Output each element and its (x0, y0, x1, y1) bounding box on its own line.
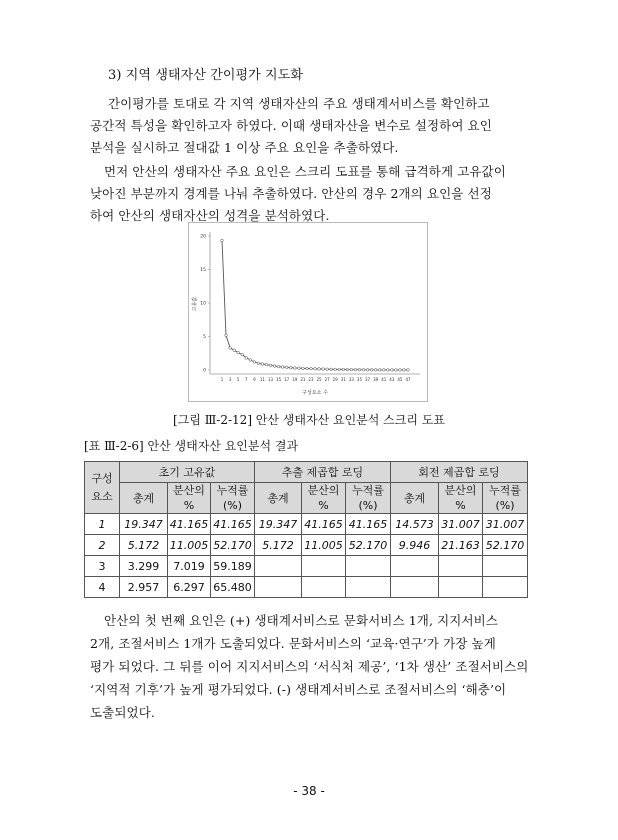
data-point (249, 359, 252, 362)
x-tick-label: 47 (405, 377, 411, 382)
plot-frame (189, 223, 428, 402)
table-cell: 41.165 (302, 514, 346, 535)
data-point (310, 367, 313, 370)
x-tick-label: 1 (220, 377, 224, 382)
table-cell (439, 577, 483, 598)
table-cell: 6.297 (168, 577, 211, 598)
subheader-variance-text: 분산의 (173, 484, 205, 497)
data-point (277, 365, 280, 368)
table-cell (483, 577, 528, 598)
data-point (289, 366, 292, 369)
table-row (85, 514, 528, 535)
data-point (338, 368, 341, 371)
x-tick-label: 3 (228, 377, 232, 382)
data-point (403, 369, 406, 372)
subheader-cumulative (346, 483, 391, 514)
data-point (378, 369, 381, 372)
y-tick-label: 10 (200, 301, 206, 307)
table-body (85, 514, 528, 598)
table-cell: 11.005 (302, 535, 346, 556)
results-table (84, 461, 528, 598)
data-point (302, 367, 305, 370)
scree-plot (188, 222, 428, 402)
table-cell: 19.347 (255, 514, 302, 535)
component-number: 2 (85, 535, 120, 556)
data-point (245, 357, 248, 360)
subheader-cumulative (211, 483, 255, 514)
data-point (342, 368, 345, 371)
table-cell: 31.007 (483, 514, 528, 535)
subheader-total-text: 총계 (132, 491, 155, 505)
paragraph-2-line: 낮아진 부분까지 경계를 나눠 추출하였다. 안산의 경우 2개의 요인을 선정 (90, 186, 492, 201)
data-point (221, 239, 224, 242)
x-tick-label: 25 (316, 377, 322, 382)
subheader-total (120, 483, 168, 514)
x-tick-label: 9 (253, 377, 256, 382)
table-cell: 3.299 (120, 556, 168, 577)
table-cell: 41.165 (168, 514, 211, 535)
data-point (330, 368, 333, 371)
y-tick-label: 15 (200, 268, 206, 273)
corner-top: 구성 (91, 471, 113, 485)
table-cell (391, 577, 439, 598)
data-point (391, 369, 394, 372)
x-tick-label: 41 (381, 377, 387, 382)
x-tick-label: 43 (389, 377, 395, 382)
x-tick-label: 17 (284, 377, 290, 382)
data-point (354, 368, 357, 371)
x-tick-label: 37 (365, 377, 371, 382)
table-cell (346, 556, 391, 577)
table-cell (391, 556, 439, 577)
data-point (241, 353, 244, 356)
data-point (370, 368, 373, 371)
subheader-cumulative-text: 누적률 (489, 484, 521, 497)
corner-bottom: 요소 (91, 489, 113, 503)
table-cell: 7.019 (168, 556, 211, 577)
subheader-variance-text: 분산의 (444, 484, 477, 497)
data-point (225, 334, 228, 337)
component-number: 4 (85, 577, 120, 598)
data-point (346, 368, 349, 371)
subheader-variance (168, 483, 211, 514)
table-cell: 65.480 (211, 577, 255, 598)
data-point (322, 368, 325, 371)
data-point (257, 362, 260, 365)
table-cell (483, 556, 528, 577)
table-cell: 9.946 (391, 535, 439, 556)
data-point (233, 349, 236, 352)
paragraph-1-line: 간이평가를 토대로 각 지역 생태자산의 주요 생태계서비스를 확인하고 (108, 96, 490, 111)
component-number: 3 (85, 556, 120, 577)
table-cell: 11.005 (168, 535, 211, 556)
page-number: - 38 - (293, 784, 325, 798)
x-tick-label: 29 (332, 377, 338, 382)
data-point (350, 368, 353, 371)
data-point (362, 368, 365, 371)
paragraph-3-line: 2개, 조절서비스 1개가 도출되었다. 문화서비스의 ‘교육·연구’가 가장 높게 (90, 636, 496, 651)
data-point (306, 367, 309, 370)
paragraph-3-line: ‘지역적 기후’가 높게 평가되었다. (-) 생태계서비스로 조절서비스의 ‘해충’이 (90, 682, 507, 697)
x-tick-label: 35 (356, 377, 363, 382)
subheader-total (255, 483, 302, 514)
data-point (386, 369, 389, 372)
x-tick-label: 7 (244, 377, 248, 382)
data-point (314, 367, 317, 370)
data-point (237, 351, 240, 354)
paragraph-3-line: 도출되었다. (90, 705, 155, 720)
table-row (85, 577, 528, 598)
subheader-variance-text: % (183, 499, 195, 512)
data-point (253, 361, 256, 364)
data-point (285, 366, 288, 369)
corner-header (85, 462, 120, 514)
x-tick-label: 39 (373, 377, 379, 382)
x-tick-label: 23 (308, 377, 314, 382)
table-cell: 52.170 (211, 535, 255, 556)
table-cell (439, 556, 483, 577)
table-cell: 2.957 (120, 577, 168, 598)
subheader-row (85, 483, 528, 514)
subheader-variance-text: % (455, 499, 466, 512)
data-point (399, 369, 402, 372)
table-cell: 59.189 (211, 556, 255, 577)
data-point (265, 363, 268, 366)
subheader-cumulative-text: (%) (358, 499, 378, 512)
data-point (366, 368, 369, 371)
table-cell: 52.170 (483, 535, 528, 556)
x-tick-label: 11 (259, 377, 265, 382)
table-cell (255, 556, 302, 577)
group-header: 회전 제곱합 로딩 (391, 462, 528, 483)
table-cell (346, 577, 391, 598)
data-point (358, 368, 361, 371)
table-cell (302, 577, 346, 598)
table-caption: [표 Ⅲ-2-6] 안산 생태자산 요인분석 결과 (84, 439, 299, 453)
data-point (261, 363, 264, 366)
subheader-variance (439, 483, 483, 514)
paragraph-3-line: 평가 되었다. 그 뒤를 이어 지지서비스의 ‘서식처 제공’, ‘1차 생산’ 조절서비스의 (90, 659, 529, 674)
data-point (318, 368, 321, 371)
data-point (334, 368, 337, 371)
subheader-cumulative-text: 누적률 (216, 484, 249, 497)
table-cell: 5.172 (120, 535, 168, 556)
data-point (374, 369, 377, 372)
data-point (281, 366, 284, 369)
table-cell: 41.165 (346, 514, 391, 535)
component-number: 1 (85, 514, 120, 535)
data-point (273, 365, 276, 368)
x-tick-label: 33 (348, 377, 354, 382)
subheader-total-text: 총계 (403, 491, 426, 505)
data-point (229, 347, 232, 350)
paragraph-2-line: 먼저 안산의 생태자산 주요 요인은 스크리 도표를 통해 급격하게 고유값이 (104, 164, 506, 179)
table-cell (255, 577, 302, 598)
x-tick-label: 15 (276, 377, 282, 382)
x-tick-label: 5 (236, 377, 240, 382)
y-tick-label: 0 (203, 368, 206, 374)
subheader-variance (302, 483, 346, 514)
table-cell: 14.573 (391, 514, 439, 535)
subheader-variance-text: % (318, 499, 329, 512)
table-cell: 31.007 (439, 514, 483, 535)
x-tick-label: 21 (300, 377, 306, 382)
table-cell: 21.163 (439, 535, 483, 556)
paragraph-2-line: 하여 안산의 생태자산의 성격을 분석하였다. (90, 208, 330, 223)
x-axis-label: 구성요소 수 (302, 390, 328, 396)
subheader-cumulative-text: (%) (222, 499, 243, 512)
subheader-cumulative-text: 누적률 (352, 484, 384, 497)
table-cell: 52.170 (346, 535, 391, 556)
x-tick-label: 13 (267, 377, 274, 382)
subheader-variance-text: 분산의 (307, 484, 340, 497)
paragraph-1-line: 공간적 특성을 확인하고자 하였다. 이때 생태자산을 변수로 설정하여 요인 (90, 118, 492, 133)
paragraph-1-line: 분석을 실시하고 절대값 1 이상 주요 요인을 추출하였다. (90, 140, 399, 155)
paragraph-3-line: 안산의 첫 번째 요인은 (+) 생태계서비스로 문화서비스 1개, 지지서비스 (104, 613, 498, 628)
table-cell (302, 556, 346, 577)
data-point (293, 367, 296, 370)
subheader-cumulative-text: (%) (495, 499, 515, 512)
x-tick-label: 27 (324, 377, 330, 382)
x-tick-label: 19 (292, 377, 298, 382)
table-cell: 5.172 (255, 535, 302, 556)
subheader-total-text: 총계 (267, 491, 289, 505)
table-cell: 41.165 (211, 514, 255, 535)
y-tick-label: 20 (200, 234, 206, 240)
data-point (382, 369, 385, 372)
group-header: 초기 고유값 (120, 462, 255, 483)
data-point (298, 367, 301, 370)
subheader-total (391, 483, 439, 514)
data-point (395, 369, 398, 372)
x-tick-label: 31 (340, 377, 346, 382)
table-row (85, 556, 528, 577)
y-axis-label: 고유값 (192, 296, 198, 312)
data-point (326, 368, 329, 371)
table-cell: 19.347 (120, 514, 168, 535)
data-point (407, 369, 410, 372)
section-heading: 3) 지역 생태자산 간이평가 지도화 (108, 68, 304, 83)
x-tick-label: 45 (397, 377, 403, 382)
figure-caption: [그림 Ⅲ-2-12] 안산 생태자산 요인분석 스크리 도표 (173, 413, 445, 427)
y-tick-label: 5 (203, 335, 206, 340)
table-row (85, 535, 528, 556)
group-header: 추출 제곱합 로딩 (255, 462, 391, 483)
subheader-cumulative (483, 483, 528, 514)
data-point (269, 364, 272, 367)
